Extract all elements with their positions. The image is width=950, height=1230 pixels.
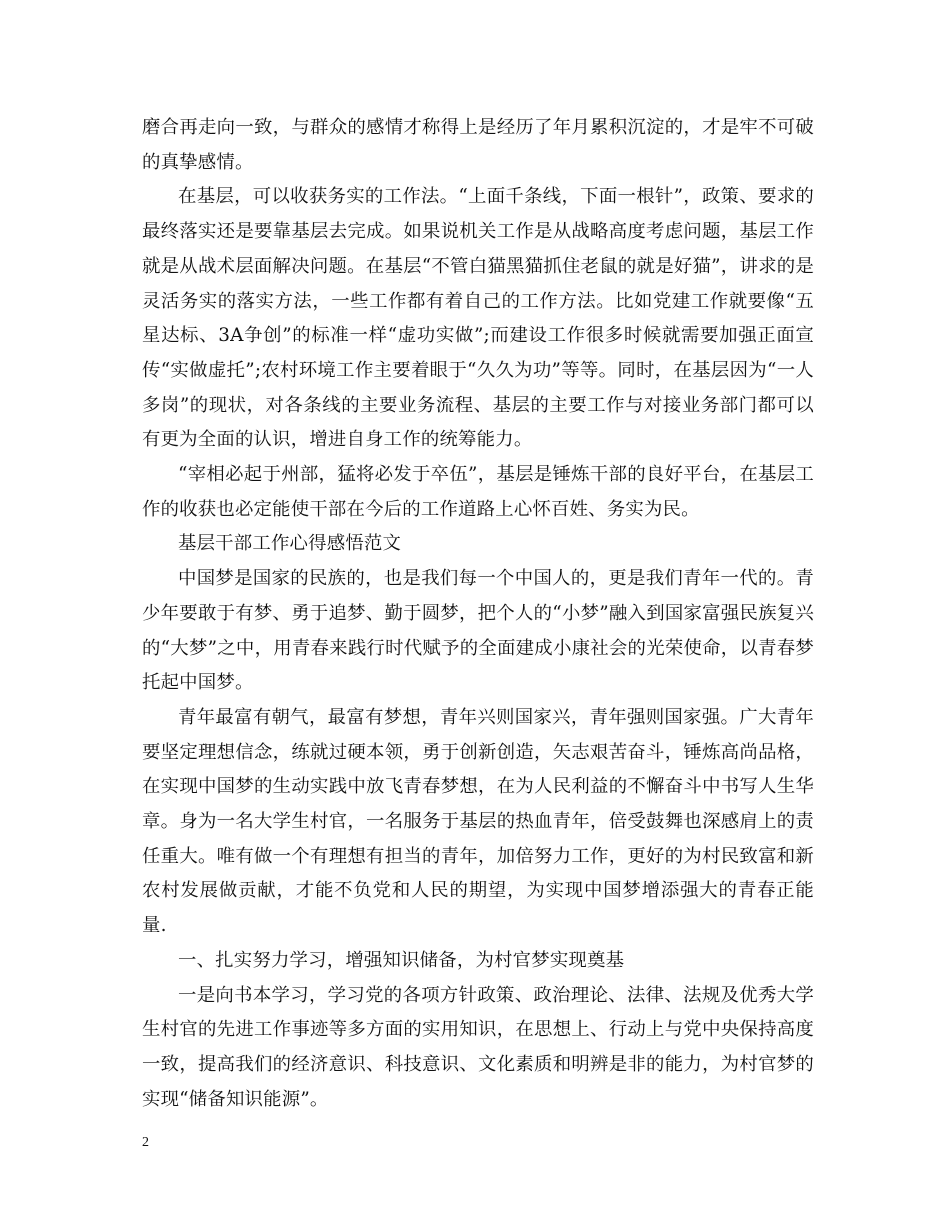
paragraph-5: 中国梦是国家的民族的，也是我们每一个中国人的，更是我们青年一代的。青少年要敢于有梦、勇于追梦、勤于圆梦，把个人的“小梦”融入到国家富强民族复兴的“大梦”之中，用青春来践行时代赋予的全面建成小康社会的光荣使命，以青春梦托起中国梦。 <box>142 568 814 694</box>
document-body <box>142 111 814 1117</box>
page-number: 2 <box>142 1135 149 1150</box>
paragraph-6: 青年最富有朝气，最富有梦想，青年兴则国家兴，青年强则国家强。广大青年要坚定理想信念，练就过硬本领，勇于创新创造，矢志艰苦奋斗，锤炼高尚品格，在实现中国梦的生动实践中放飞青春梦想，在为人民利益的不懈奋斗中书写人生华章。身为一名大学生村官，一名服务于基层的热血青年，倍受鼓舞也深感肩上的责任重大。唯有做一个有理想有担当的青年，加倍努力工作，更好的为村民致富和新农村发展做贡献，才能不负党和人民的期望，为实现中国梦增添强大的青春正能量. <box>142 706 814 937</box>
section-heading-1: 一、扎实努力学习，增强知识储备，为村官梦实现奠基 <box>178 949 625 971</box>
paragraph-1: 磨合再走向一致，与群众的感情才称得上是经历了年月累积沉淀的，才是牢不可破的真挚感情。 <box>142 117 814 173</box>
section-title: 基层干部工作心得感悟范文 <box>178 533 402 555</box>
paragraph-2: 在基层，可以收获务实的工作法。“上面千条线，下面一根针”，政策、要求的最终落实还是要靠基层去完成。如果说机关工作是从战略高度考虑问题，基层工作就是从战术层面解决问题。在基层“不管白猫黑猫抓住老鼠的就是好猫”，讲求的是灵活务实的落实方法，一些工作都有着自己的工作方法。比如党建工作就要像“五星达标、3A争创”的标准一样“虚功实做”;而建设工作很多时候就需要加强正面宣传“实做虚托”;农村环境工作主要着眼于“久久为功”等等。同时，在基层因为“一人多岗”的现状，对各条线的主要业务流程、基层的主要工作与对接业务部门都可以有更为全面的认识，增进自身工作的统筹能力。 <box>142 186 814 451</box>
paragraph-3: “宰相必起于州部，猛将必发于卒伍”，基层是锤炼干部的良好平台，在基层工作的收获也必定能使干部在今后的工作道路上心怀百姓、务实为民。 <box>142 464 814 520</box>
paragraph-8: 一是向书本学习，学习党的各项方针政策、政治理论、法律、法规及优秀大学生村官的先进工作事迹等多方面的实用知识，在思想上、行动上与党中央保持高度一致，提高我们的经济意识、科技意识、文化素质和明辨是非的能力，为村官梦的实现“储备知识能源”。 <box>142 984 814 1110</box>
